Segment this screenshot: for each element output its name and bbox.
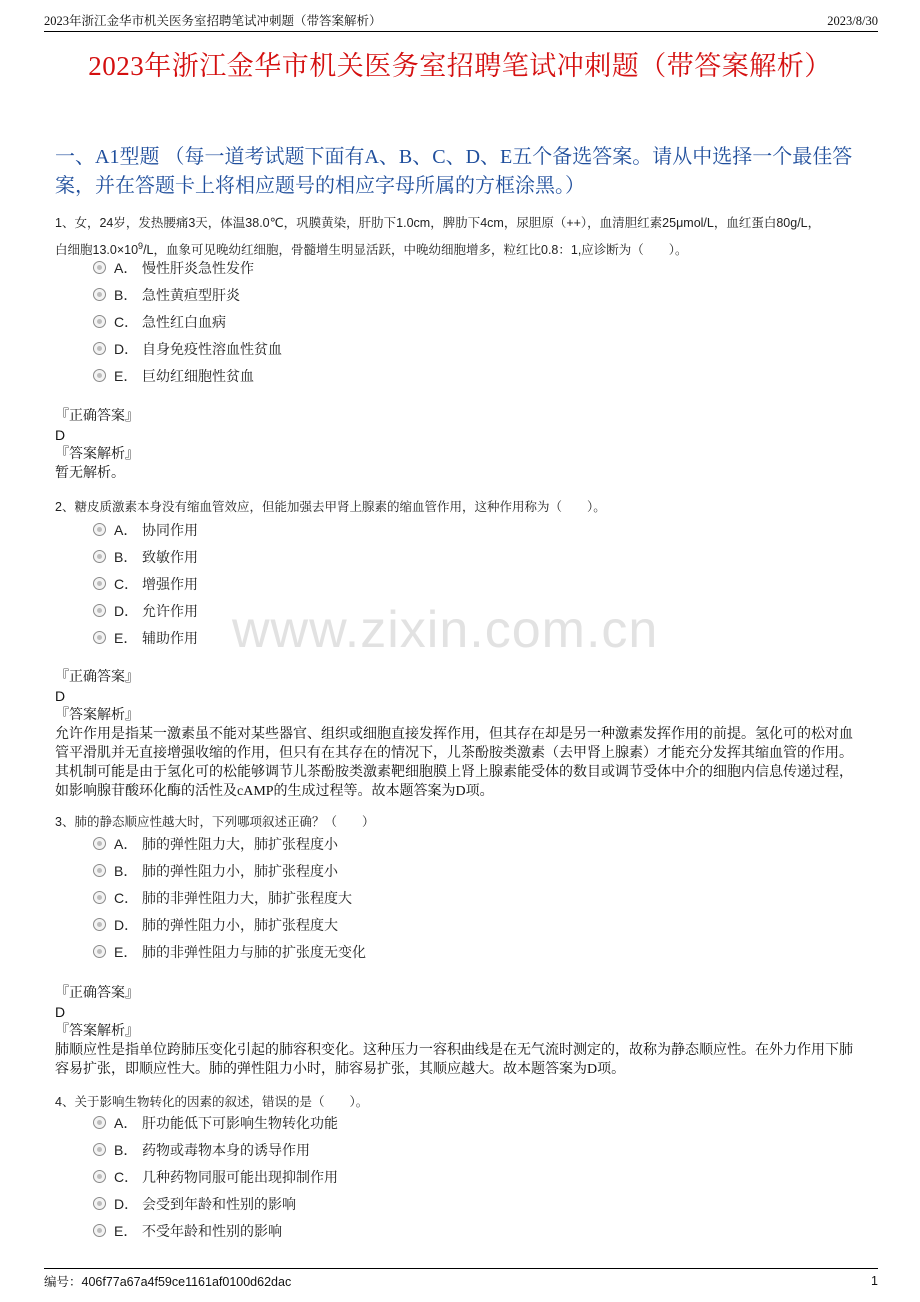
radio-icon[interactable] — [93, 288, 106, 301]
radio-icon[interactable] — [93, 864, 106, 877]
analysis-text: 暂无解析。 — [55, 466, 125, 481]
option-2-d[interactable]: D． 允许作用 — [93, 597, 593, 624]
page-number: 1 — [871, 1274, 878, 1288]
option-2-b[interactable]: B． 致敏作用 — [93, 543, 593, 570]
radio-icon[interactable] — [93, 631, 106, 644]
question-2-answer-block — [55, 668, 865, 801]
option-3-a[interactable]: A． 肺的弹性阻力大，肺扩张程度小 — [93, 830, 593, 857]
page-footer — [44, 1268, 878, 1293]
question-3-stem: 3、肺的静态顺应性越大时，下列哪项叙述正确？（ ） — [55, 815, 375, 829]
radio-icon[interactable] — [93, 261, 106, 274]
watermark: www.zixin.com.cn — [232, 601, 659, 659]
radio-icon[interactable] — [93, 918, 106, 931]
option-4-d[interactable]: D． 会受到年龄和性别的影响 — [93, 1190, 593, 1217]
correct-answer-label: 『正确答案』 — [55, 986, 139, 1001]
analysis-label: 『答案解析』 — [55, 447, 139, 462]
option-1-e[interactable]: E． 巨幼红细胞性贫血 — [93, 362, 593, 389]
section-heading: 一、A1型题 （每一道考试题下面有A、B、C、D、E五个备选答案。请从中选择一个最佳答案，并在答题卡上将相应题号的相应字母所属的方框涂黑。） — [55, 146, 853, 197]
page-title: 2023年浙江金华市机关医务室招聘笔试冲刺题（带答案解析） — [88, 51, 832, 81]
option-1-b[interactable]: B． 急性黄疸型肝炎 — [93, 281, 593, 308]
option-2-c[interactable]: C． 增强作用 — [93, 570, 593, 597]
option-3-e[interactable]: E． 肺的非弹性阻力与肺的扩张度无变化 — [93, 938, 593, 965]
option-4-e[interactable]: E． 不受年龄和性别的影响 — [93, 1217, 593, 1244]
question-1-answer-block — [55, 407, 865, 483]
correct-answer-label: 『正确答案』 — [55, 409, 139, 424]
radio-icon[interactable] — [93, 1143, 106, 1156]
option-3-b[interactable]: B． 肺的弹性阻力小，肺扩张程度小 — [93, 857, 593, 884]
option-1-c[interactable]: C． 急性红白血病 — [93, 308, 593, 335]
option-4-b[interactable]: B． 药物或毒物本身的诱导作用 — [93, 1136, 593, 1163]
option-3-d[interactable]: D． 肺的弹性阻力小，肺扩张程度大 — [93, 911, 593, 938]
radio-icon[interactable] — [93, 315, 106, 328]
radio-icon[interactable] — [93, 550, 106, 563]
radio-icon[interactable] — [93, 945, 106, 958]
question-4-options — [93, 1109, 593, 1244]
option-4-a[interactable]: A． 肝功能低下可影响生物转化功能 — [93, 1109, 593, 1136]
question-3-answer-block — [55, 984, 865, 1079]
radio-icon[interactable] — [93, 1197, 106, 1210]
option-1-a[interactable]: A． 慢性肝炎急性发作 — [93, 254, 593, 281]
question-3-options — [93, 830, 593, 965]
option-3-c[interactable]: C． 肺的非弹性阻力大，肺扩张程度大 — [93, 884, 593, 911]
option-2-a[interactable]: A． 协同作用 — [93, 516, 593, 543]
question-2-stem: 2、糖皮质激素本身没有缩血管效应，但能加强去甲肾上腺素的缩血管作用，这种作用称为（ ）。 — [55, 500, 606, 514]
radio-icon[interactable] — [93, 577, 106, 590]
header-doc-title: 2023年浙江金华市机关医务室招聘笔试冲刺题（带答案解析） — [44, 14, 382, 28]
document-id: 编号：406f77a67a4f59ce1161af0100d62dac — [44, 1275, 292, 1289]
question-1-line-2: 白细胞$13.0\times 10^9/L$，血象可见晚幼红细胞，骨髓增生明显活跃，中晚幼细胞增多，粒红比0.8：1,应诊断为（ ）。 — [55, 241, 688, 258]
page-header — [44, 8, 878, 32]
analysis-text: 允许作用是指某一激素虽不能对某些器官、组织或细胞直接发挥作用，但其存在却是另一种激素发挥作用的前提。氢化可的松对血管平滑肌并无直接增强收缩的作用，但只有在其存在的情况下，儿茶酚胺类激素（去甲肾上腺素）才能充分发挥其缩血管的作用。其机制可能是由于氢化可的松能够调节儿茶酚胺类激素靶细胞膜上肾上腺素能受体的数目或调节受体中介的细胞内信息传递过程，如影响腺苷酸环化酶的活性及cAMP的生成过程等。故本题答案为D项。 — [55, 727, 853, 799]
radio-icon[interactable] — [93, 369, 106, 382]
radio-icon[interactable] — [93, 1116, 106, 1129]
correct-answer-value: D — [55, 688, 66, 704]
question-1-line-1: 1、女，24岁，发热腰痛3天，体温38.0℃，巩膜黄染，肝肋下1.0cm，脾肋下4cm，尿胆原（++），血清胆红素25μmol/L，血红蛋白80g/L， — [55, 216, 821, 230]
radio-icon[interactable] — [93, 891, 106, 904]
radio-icon[interactable] — [93, 1170, 106, 1183]
option-4-c[interactable]: C． 几种药物同服可能出现抑制作用 — [93, 1163, 593, 1190]
radio-icon[interactable] — [93, 523, 106, 536]
question-4-stem: 4、关于影响生物转化的因素的叙述，错误的是（ ）。 — [55, 1095, 369, 1109]
question-2-options — [93, 516, 593, 651]
radio-icon[interactable] — [93, 342, 106, 355]
header-date: 2023/8/30 — [827, 14, 878, 28]
analysis-text: 肺顺应性是指单位跨肺压变化引起的肺容积变化。这种压力一容积曲线是在无气流时测定的，故称为静态顺应性。在外力作用下肺容易扩张，即顺应性大。肺的弹性阻力小时，肺容易扩张，其顺应越大。故本题答案为D项。 — [55, 1043, 853, 1077]
correct-answer-value: D — [55, 1004, 66, 1020]
radio-icon[interactable] — [93, 604, 106, 617]
analysis-label: 『答案解析』 — [55, 1024, 139, 1039]
radio-icon[interactable] — [93, 837, 106, 850]
correct-answer-label: 『正确答案』 — [55, 670, 139, 685]
question-1-options — [93, 254, 593, 389]
option-2-e[interactable]: E． 辅助作用 — [93, 624, 593, 651]
correct-answer-value: D — [55, 427, 66, 443]
analysis-label: 『答案解析』 — [55, 708, 139, 723]
radio-icon[interactable] — [93, 1224, 106, 1237]
option-1-d[interactable]: D． 自身免疫性溶血性贫血 — [93, 335, 593, 362]
